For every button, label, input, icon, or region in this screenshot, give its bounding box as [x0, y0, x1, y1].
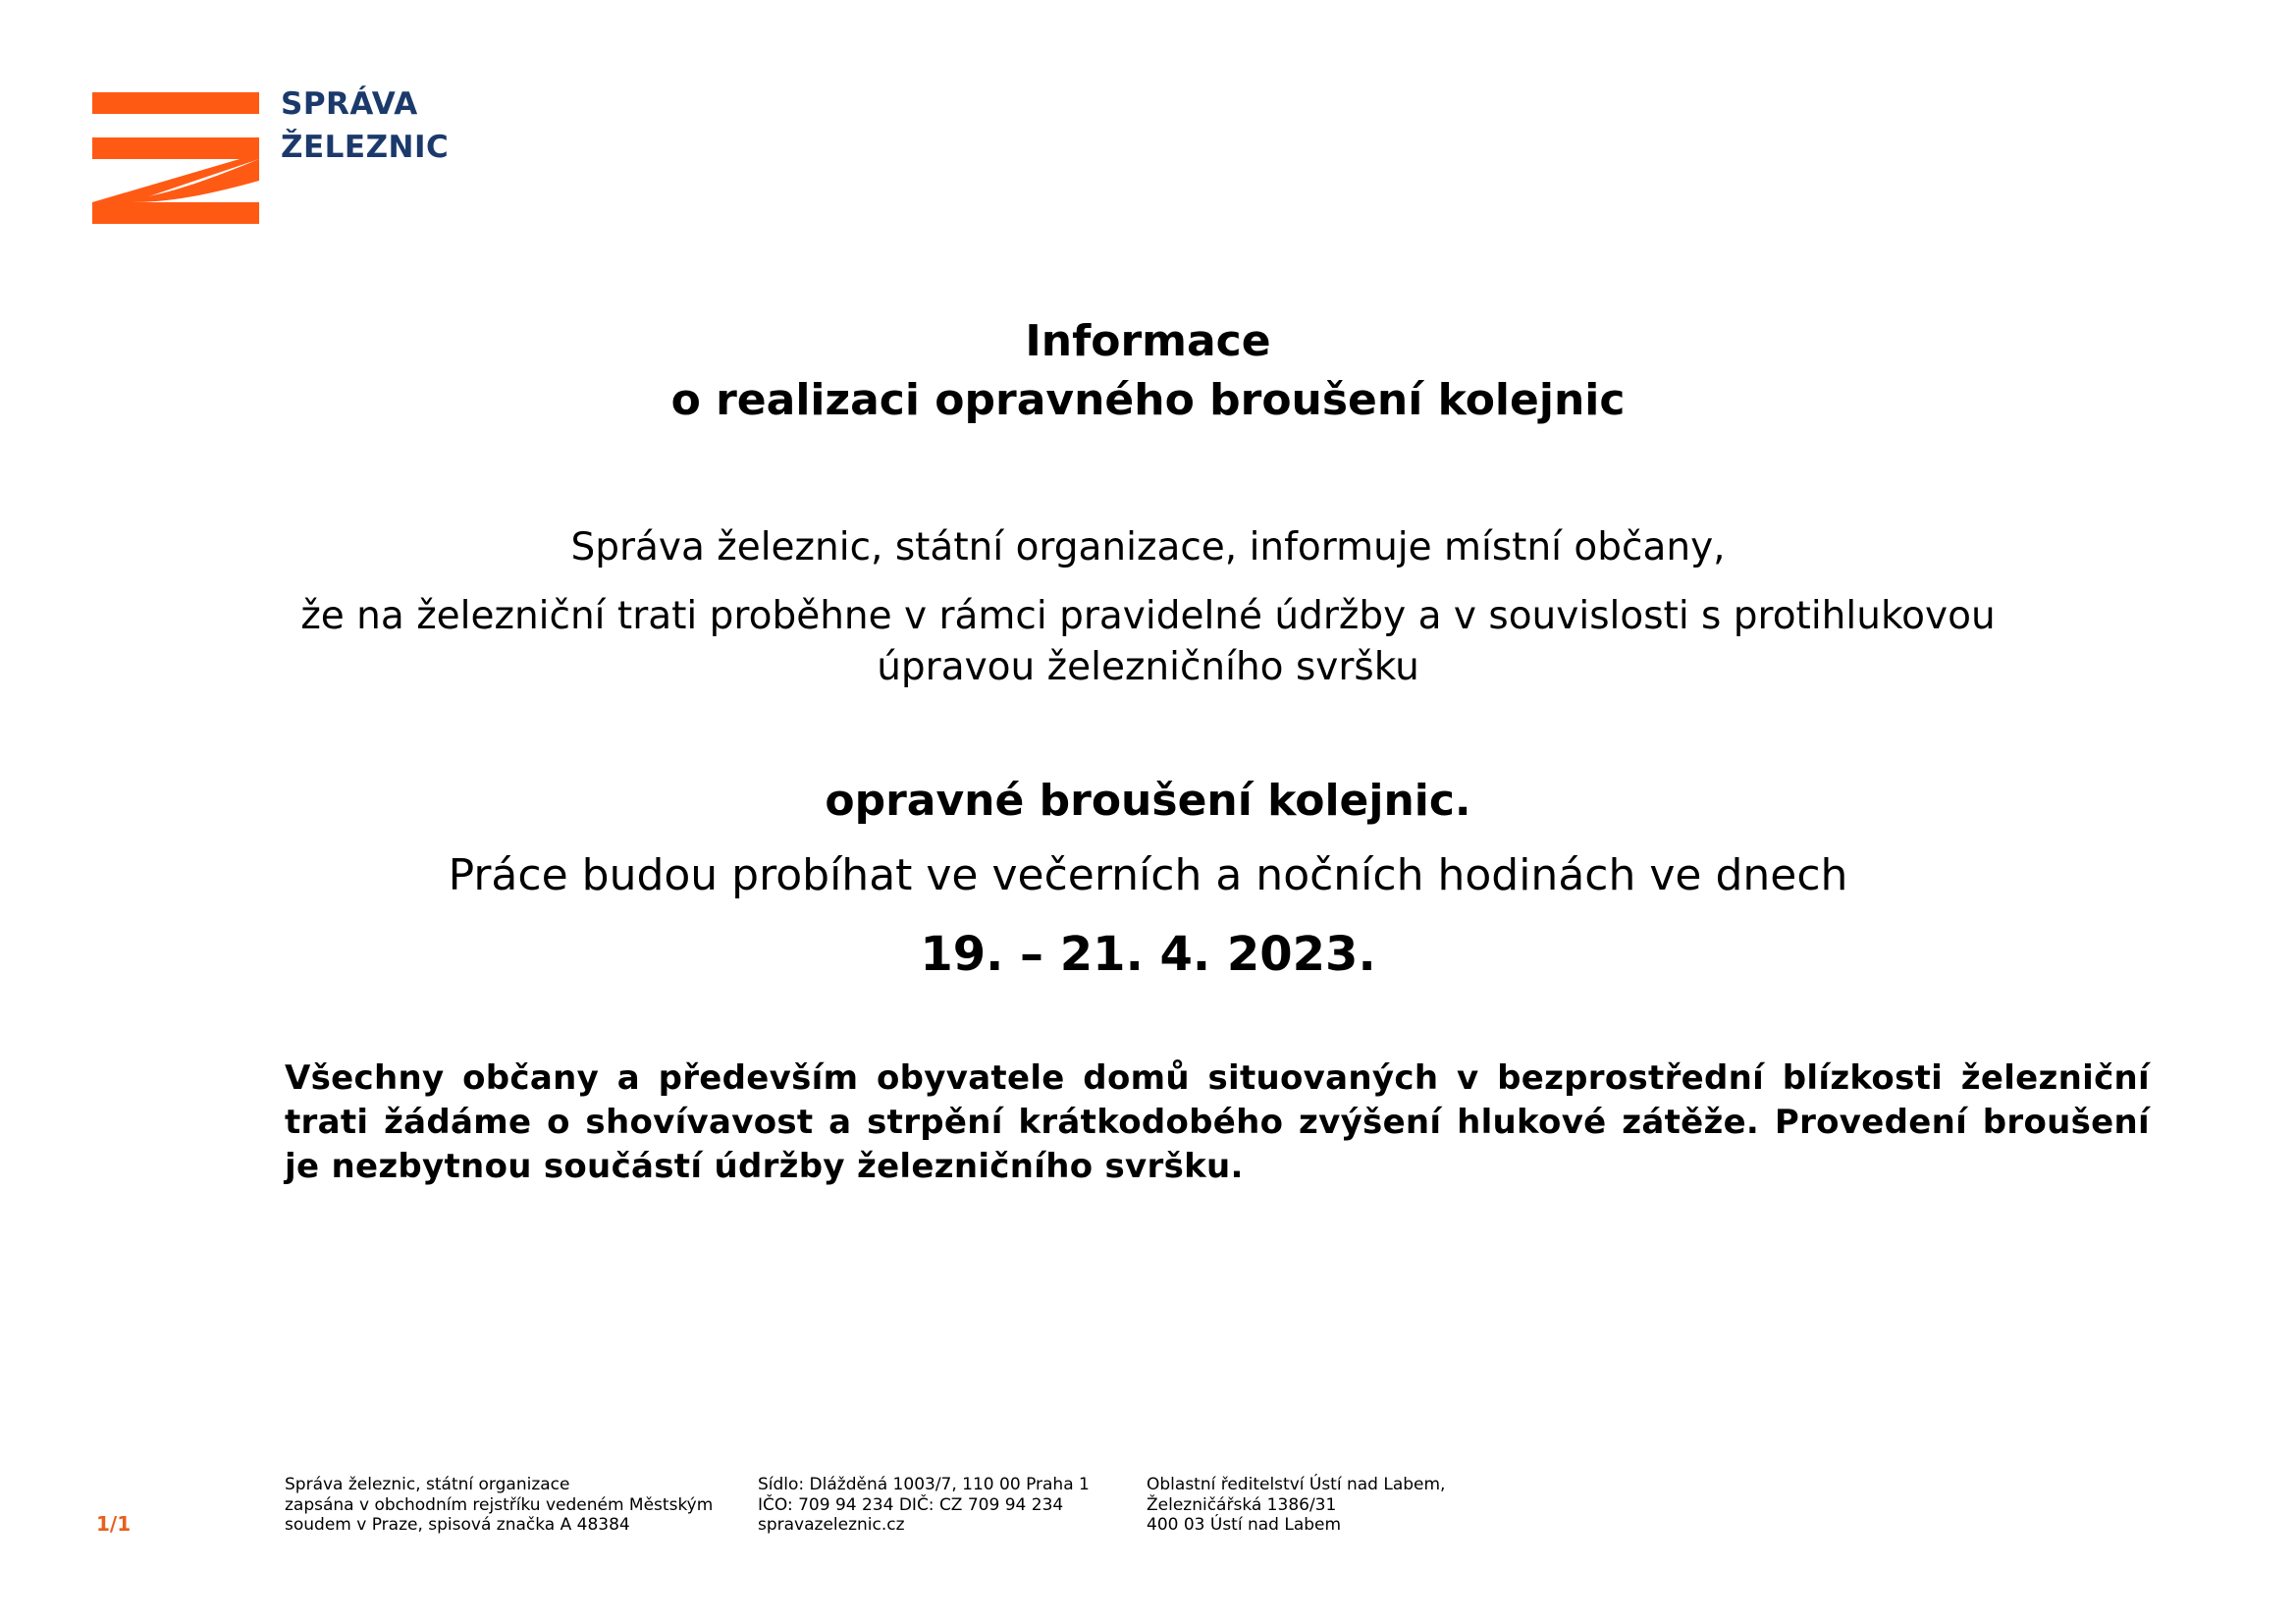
footer-line: Železničářská 1386/31 [1147, 1494, 1337, 1515]
title-line-2: o realizaci opravného broušení kolejnic [670, 375, 1626, 425]
footer-line: zapsána v obchodním rejstříku vedeném Městským [285, 1494, 714, 1515]
footer-line: Oblastní ředitelství Ústí nad Labem, [1147, 1475, 1446, 1494]
footer-company-info [285, 1475, 713, 1536]
page-number: 1/1 [96, 1512, 132, 1536]
title-line-1: Informace [1025, 316, 1271, 366]
appeal-paragraph: Všechny občany a především obyvatele domů situovaných v bezprostřední blízkosti železniční trati žádáme o shovívavost a strpění krátkodobého zvýšení hlukové zátěže. Provedení broušení je nezbytnou součástí údržby železničního svršku. [285, 1058, 2150, 1186]
logo-wordmark [281, 82, 449, 169]
footer-headquarters [758, 1475, 1090, 1536]
footer-regional-office [1147, 1475, 1445, 1536]
footer-line: Sídlo: Dlážděná 1003/7, 110 00 Praha 1 [758, 1475, 1090, 1494]
page-title [0, 312, 2296, 430]
footer-website-link[interactable]: spravazeleznic.cz [758, 1515, 905, 1535]
spravazeleznic-logo-icon [92, 92, 259, 224]
logo-line-2: ŽELEZNIC [281, 130, 450, 165]
intro-line-3: úpravou železničního svršku [877, 645, 1419, 689]
footer-line: soudem v Praze, spisová značka A 48384 [285, 1515, 630, 1535]
intro-line-2: že na železniční trati proběhne v rámci pravidelné údržby a v souvislosti s protihlukovou [300, 594, 1996, 638]
logo-line-1: SPRÁVA [281, 86, 418, 122]
footer-line: Správa železnic, státní organizace [285, 1475, 570, 1494]
footer-line: IČO: 709 94 234 DIČ: CZ 709 94 234 [758, 1494, 1064, 1515]
intro-line-1: Správa železnic, státní organizace, informuje místní občany, [570, 525, 1726, 569]
work-timing: Práce budou probíhat ve večerních a nočních hodinách ve dnech [448, 850, 1848, 900]
work-description: opravné broušení kolejnic. [825, 776, 1471, 826]
footer-line: 400 03 Ústí nad Labem [1147, 1515, 1342, 1535]
work-dates: 19. – 21. 4. 2023. [920, 927, 1376, 982]
